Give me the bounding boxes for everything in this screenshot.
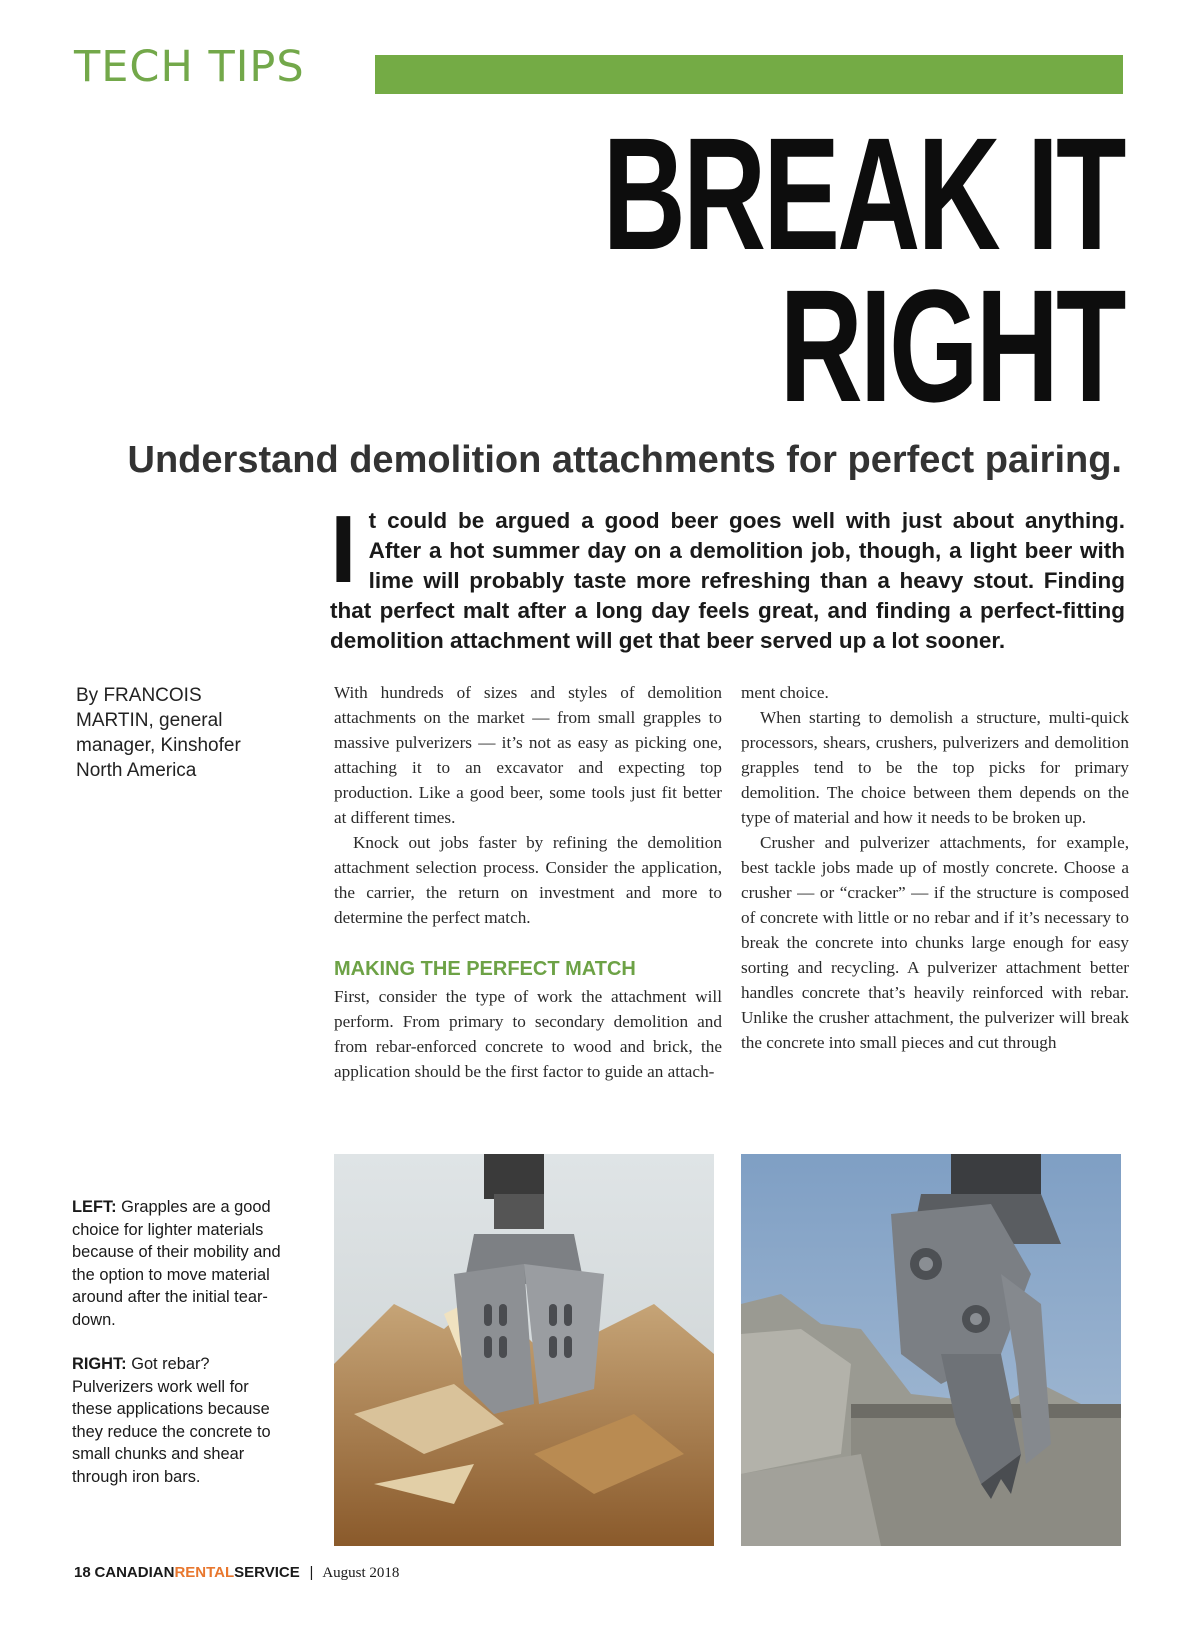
body-paragraph: Crusher and pulverizer attachments, for example, best tackle jobs made up of mostly concrete. Choose a crusher — or “cracker” — if the structure is composed of concrete with little or no rebar and if it’s necessary to break the concrete into chunks large enough for easy sorting and recycling. A pulverizer attachment better handles concrete that’s heavily reinforced with rebar. Unlike the crusher attachment, the pulverizer will break the concrete into small pieces and cut through (741, 833, 1129, 1052)
section-label: TECH TIPS (74, 42, 305, 92)
page-number: 18 (74, 1564, 91, 1581)
body-paragraph: Knock out jobs faster by refining the demolition attachment selection process. Consider the application, the carrier, the return on investment and more to determine the perfect match. (334, 833, 722, 927)
magazine-name-part-1: CANADIAN (94, 1564, 175, 1581)
magazine-name-part-3: SERVICE (234, 1564, 300, 1581)
body-paragraph: ment choice. (741, 683, 829, 702)
issue-date: August 2018 (322, 1565, 400, 1581)
body-paragraph: When starting to demolish a structure, multi-quick processors, shears, crushers, pulverizers and demolition grapples tend to be the top picks for primary demolition. The choice between them depends on the type of material and how it needs to be broken up. (741, 708, 1129, 827)
subhead: MAKING THE PERFECT MATCH (334, 958, 636, 980)
headline-line-1: BREAK IT (603, 104, 1124, 283)
magazine-name-part-2: RENTAL (174, 1564, 235, 1581)
intro-paragraph (330, 496, 1125, 656)
headline-line-2: RIGHT (780, 256, 1124, 435)
page-footer (74, 1563, 399, 1583)
body-paragraph: First, consider the type of work the attachment will perform. From primary to secondary demolition and from rebar-enforced concrete to wood and brick, the application should be the first factor to guide an attach- (334, 987, 722, 1081)
drop-cap: I (330, 496, 357, 603)
caption-left-label: LEFT: (72, 1198, 117, 1216)
section-bar (375, 55, 1123, 94)
caption-left-text: Grapples are a good choice for lighter materials because of their mobility and the option to move material around after the initial tear-down. (72, 1198, 281, 1329)
grapple-photo (334, 1154, 714, 1546)
body-column-2 (741, 680, 1129, 1055)
caption-right-label: RIGHT: (72, 1355, 127, 1373)
intro-text: t could be argued a good beer goes well with just about anything. After a hot summer day on a demolition job, though, a light beer with lime will probably taste more refreshing than a heavy stout. Finding that perfect malt after a long day feels great, and finding a perfect-fitting demolition attachment will get that beer served up a lot sooner. (330, 508, 1125, 653)
body-paragraph: With hundreds of sizes and styles of demolition attachments on the market — from small grapples to massive pulverizers — it’s not as easy as picking one, attaching it to an excavator and expecting top production. Like a good beer, some tools just fit better at different times. (334, 683, 722, 827)
pulverizer-photo (741, 1154, 1121, 1546)
deck: Understand demolition attachments for perfect pairing. (127, 439, 1122, 481)
magazine-name (94, 1564, 299, 1581)
caption-right (72, 1353, 292, 1488)
caption-right-text: Got rebar? Pulverizers work well for these applications because they reduce the concrete to small chunks and shear through iron bars. (72, 1355, 271, 1486)
byline: By FRANCOIS MARTIN, general manager, Kinshofer North America (76, 685, 241, 781)
headline (603, 104, 1124, 435)
photo-captions (72, 1196, 292, 1510)
caption-left (72, 1196, 292, 1331)
footer-separator: | (309, 1564, 314, 1581)
body-column-1 (334, 680, 722, 1084)
